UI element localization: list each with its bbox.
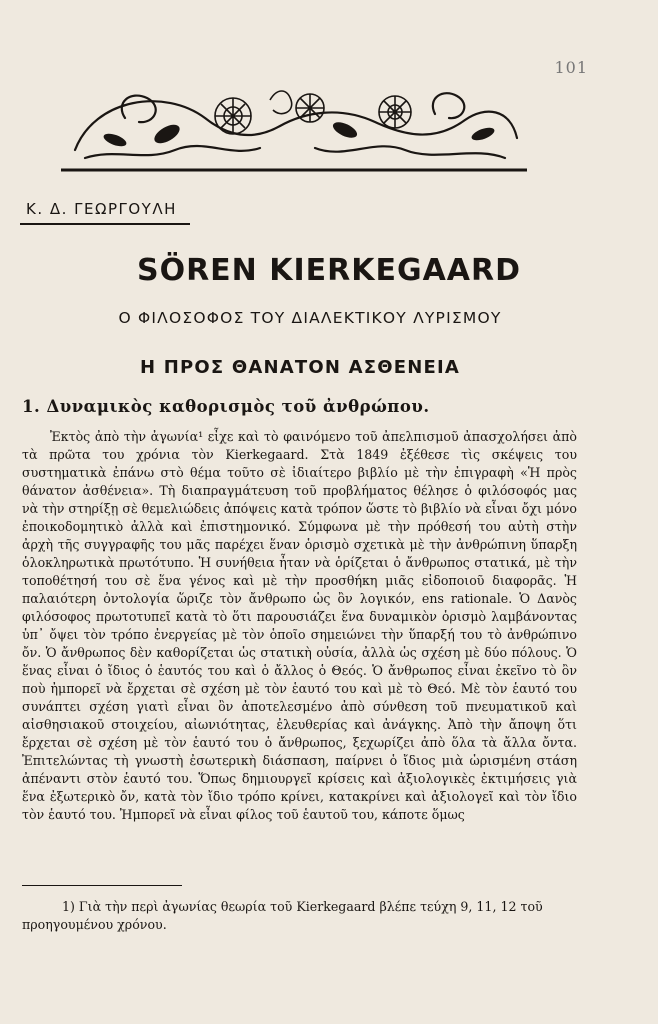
subsection-heading: 1. Δυναμικὸς καθορισμὸς τοῦ ἀνθρώπου. <box>22 397 430 416</box>
author-underline <box>20 223 190 225</box>
article-subtitle: Ο ΦΙΛΟΣΟΦΟΣ ΤΟΥ ΔΙΑΛΕΚΤΙΚΟΥ ΛΥΡΙΣΜΟΥ <box>118 309 502 327</box>
footnote-divider <box>22 885 182 886</box>
body-paragraph-text: Ἐκτὸς ἀπὸ τὴν ἀγωνία¹ εἶχε καὶ τὸ φαινόμενο τοῦ ἀπελπισμοῦ ἀπασχολήσει ἀπὸ τὰ πρῶτα του χρόνια τὸν Kierkegaard. Στὰ 1849 ἐξέθεσε τὶς σκέψεις του συστηματικὰ ἐπάνω στὸ θέμα τοῦτο σὲ ἰδιαίτερο βιβλίο μὲ τὴν ἐπιγραφὴ «Ἡ πρὸς θάνατον ἀσθένεια». Τὴ διαπραγμάτευση τοῦ προβλήματος θέλησε ὁ φιλόσοφός μας νὰ τὴν στηρίξῃ σὲ θεμελιώδεις ἀπόψεις κατὰ τρόπον ὥστε τὸ βιβλίο νὰ εἶναι ὄχι μόνο ἐποικοδομητικὸ ἀλλὰ καὶ ἐπιστημονικό. Σύμφωνα μὲ τὴν πρόθεσή του αὐτὴ στὴν ἀρχὴ τῆς συγγραφῆς του μᾶς παρέχει ἕναν ὁρισμὸ σχετικὰ μὲ τὴν ἀνθρώπινη ὕπαρξη ὁλοκληρωτικὰ πρωτότυπο. Ἡ συνήθεια ἦταν νὰ ὁρίζεται ὁ ἄνθρωπος στατικά, μὲ τὴν τοποθέτησή του σὲ ἕνα γένος καὶ μὲ τὴν προσθήκη μιᾶς εἰδοποιοῦ διαφορᾶς. Ἡ παλαιότερη ὀντολογία ὥριζε τὸν ἄνθρωπο ὡς ὂν λογικόν, ens rationale. Ὁ Δανὸς φιλόσοφος πρωτοτυπεῖ κατὰ τὸ ὅτι παρουσιάζει ἕνα δυναμικὸν ὁρισμὸ λαμβάνοντας ὑπ᾽ ὄψει τὸν τρόπο ἐνεργείας μὲ τὸν ὁποῖο σημειώνει τὴν ὕπαρξή του τὸ ἀνθρώπινο ὄν. Ὁ ἄνθρωπος δὲν καθορίζεται ὡς στατικὴ οὐσία, ἀλλὰ ὡς σχέση μὲ δύο πόλους. Ὁ ἕνας εἶναι ὁ ἴδιος ὁ ἑαυτός του καὶ ὁ ἄλλος ὁ Θεός. Ὁ ἄνθρωπος εἶναι ἐκεῖνο τὸ ὂν ποὺ ἠμπορεῖ νὰ ἔρχεται σὲ σχέση μὲ τὸν ἑαυτό του καὶ μὲ τὸ Θεό. Μὲ τὸν ἑαυτό του συνάπτει σχέση γιατὶ εἶναι ὂν ἀποτελεσμένο ἀπὸ σύνθεση τοῦ πνευματικοῦ καὶ αἰσθησιακοῦ στοιχείου, αἰωνιότητας, ἐλευθερίας καὶ ἀνάγκης. Ἀπὸ τὴν ἄποψη ὅτι ἔρχεται σὲ σχέση μὲ τὸν ἑαυτό του ὁ ἄνθρωπος, ξεχωρίζει ἀπὸ ὅλα τὰ ἄλλα ὄντα. Ἐπιτελώντας τὴ γνωστὴ ἐσωτερικὴ διάσπαση, παίρνει ὁ ἴδιος μιὰ ὡρισμένη στάση ἀπέναντι στὸν ἑαυτό του. Ὅπως δημιουργεῖ κρίσεις καὶ ἀξιολογικὲς ἐκτιμήσεις γιὰ ἕνα ἐξωτερικὸ ὄν, κατὰ τὸν ἴδιο τρόπο κρίνει, κατακρίνει καὶ ἀξιολογεῖ καὶ τὸν ἴδιο τὸν ἑαυτό του. Ἠμπορεῖ νὰ εἶναι φίλος τοῦ ἑαυτοῦ του, κάποτε ὅμως <box>22 429 577 822</box>
page-number: 101 <box>554 58 588 77</box>
footnote: 1) Γιὰ τὴν περὶ ἀγωνίας θεωρία τοῦ Kierkegaard βλέπε τεύχη 9, 11, 12 τοῦ προηγουμένου χρόνου. <box>22 899 543 932</box>
section-heading: Η ΠΡΟΣ ΘΑΝΑΤΟΝ ΑΣΘΕΝΕΙΑ <box>139 357 460 378</box>
author-name: Κ. Δ. ΓΕΩΡΓΟΥΛΗ <box>26 200 177 218</box>
article-title: SÖREN KIERKEGAARD <box>136 253 522 288</box>
body-paragraph <box>22 428 577 824</box>
floral-headpiece-ornament <box>55 78 533 178</box>
